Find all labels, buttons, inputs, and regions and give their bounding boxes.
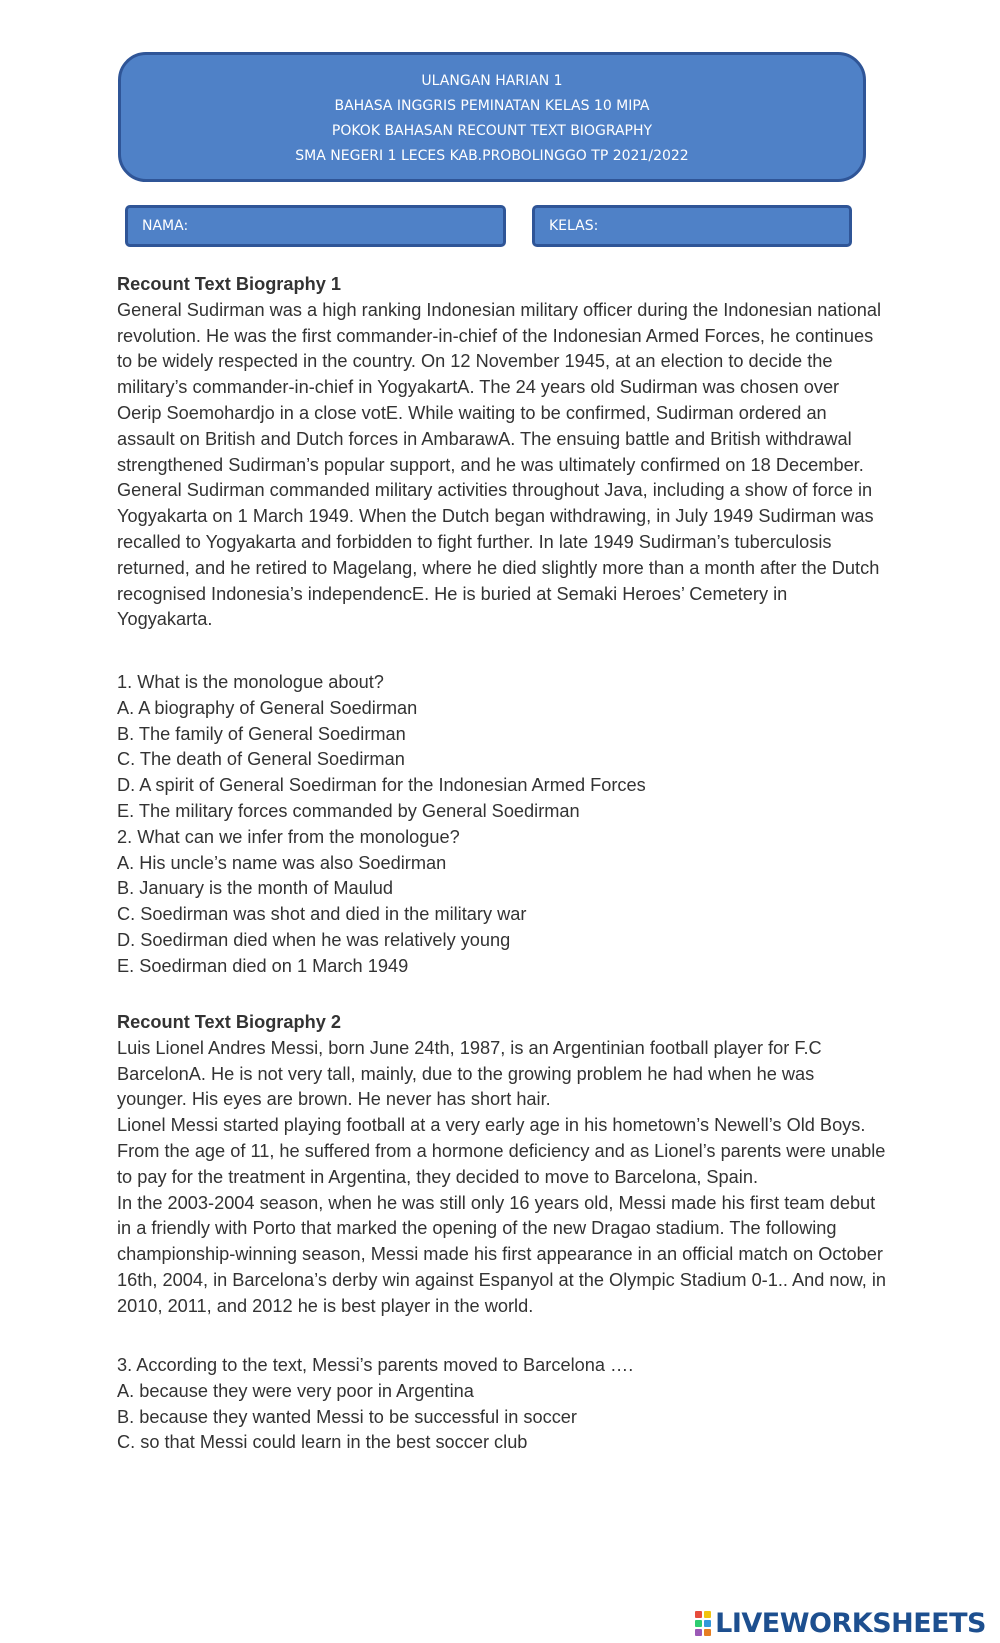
question-2: 2. What can we infer from the monologue? bbox=[117, 826, 460, 847]
header-line-2: BAHASA INGGRIS PEMINATAN KELAS 10 MIPA bbox=[334, 98, 650, 114]
question-1-option-e[interactable]: E. The military forces commanded by General Soedirman bbox=[117, 800, 580, 821]
logo-square-icon bbox=[695, 1620, 702, 1627]
section-2 bbox=[117, 1010, 887, 1320]
question-2-option-b[interactable]: B. January is the month of Maulud bbox=[117, 878, 393, 899]
section-2-paragraph-3: In the 2003-2004 season, when he was still only 16 years old, Messi made his first team debut in a friendly with Porto that marked the opening of the new Dragao stadium. The following championship-winning season, Messi made his first appearance in an official match on October 16th, 2004, in Barcelona’s derby win against Espanyol at the Olympic Stadium 0-1.. And now, in 2010, 2011, and 2012 he is best player in the world. bbox=[117, 1192, 887, 1316]
worksheet-header bbox=[118, 52, 866, 182]
logo-square-icon bbox=[695, 1611, 702, 1618]
liveworksheets-logo-icon bbox=[695, 1611, 711, 1636]
question-1-option-b[interactable]: B. The family of General Soedirman bbox=[117, 723, 406, 744]
kelas-label: KELAS: bbox=[549, 218, 599, 234]
header-line-1: ULANGAN HARIAN 1 bbox=[421, 73, 563, 89]
logo-square-icon bbox=[704, 1629, 711, 1636]
section-1 bbox=[117, 272, 887, 633]
section-1-title: Recount Text Biography 1 bbox=[117, 274, 342, 294]
section-1-questions bbox=[117, 670, 887, 980]
question-1-option-d[interactable]: D. A spirit of General Soedirman for the Indonesian Armed Forces bbox=[117, 775, 646, 796]
logo-square-icon bbox=[704, 1611, 711, 1618]
nama-label: NAMA: bbox=[142, 218, 189, 234]
logo-text: LIVEWORKSHEETS bbox=[715, 1607, 986, 1639]
header-line-4: SMA NEGERI 1 LECES KAB.PROBOLINGGO TP 2021/2022 bbox=[295, 148, 689, 164]
section-2-paragraph-2: Lionel Messi started playing football at a very early age in his hometown’s Newell’s Old Boys. From the age of 11, he suffered from a hormone deficiency and as Lionel’s parents were unable to pay for the treatment in Argentina, they decided to move to Barcelona, Spain. bbox=[117, 1115, 886, 1187]
question-3-option-b[interactable]: B. because they wanted Messi to be successful in soccer bbox=[117, 1406, 577, 1427]
question-2-option-d[interactable]: D. Soedirman died when he was relatively young bbox=[117, 929, 511, 950]
section-2-paragraph-1: Luis Lionel Andres Messi, born June 24th, 1987, is an Argentinian football player for F.C BarcelonA. He is not very tall, mainly, due to the growing problem he had when he was younger. His eyes are brown. He never has short hair. bbox=[117, 1037, 822, 1110]
question-1: 1. What is the monologue about? bbox=[117, 672, 384, 692]
question-2-option-e[interactable]: E. Soedirman died on 1 March 1949 bbox=[117, 955, 409, 976]
kelas-field[interactable] bbox=[532, 205, 852, 247]
logo-square-icon bbox=[695, 1629, 702, 1636]
question-3: 3. According to the text, Messi’s parents moved to Barcelona …. bbox=[117, 1355, 634, 1375]
question-1-option-c[interactable]: C. The death of General Soedirman bbox=[117, 749, 405, 770]
question-3-option-c[interactable]: C. so that Messi could learn in the best soccer club bbox=[117, 1432, 528, 1453]
header-line-3: POKOK BAHASAN RECOUNT TEXT BIOGRAPHY bbox=[331, 123, 653, 139]
liveworksheets-logo bbox=[695, 1609, 986, 1637]
logo-square-icon bbox=[704, 1620, 711, 1627]
section-2-title: Recount Text Biography 2 bbox=[117, 1012, 342, 1032]
question-2-option-a[interactable]: A. His uncle’s name was also Soedirman bbox=[117, 852, 447, 873]
question-3-option-a[interactable]: A. because they were very poor in Argentina bbox=[117, 1380, 474, 1401]
nama-field[interactable] bbox=[125, 205, 506, 247]
question-1-option-a[interactable]: A. A biography of General Soedirman bbox=[117, 697, 418, 718]
question-2-option-c[interactable]: C. Soedirman was shot and died in the military war bbox=[117, 904, 527, 925]
section-1-paragraph: General Sudirman was a high ranking Indonesian military officer during the Indonesian national revolution. He was the first commander-in-chief of the Indonesian Armed Forces, he continues to be widely respected in the country. On 12 November 1945, at an election to decide the military’s commander-in-chief in YogyakartA. The 24 years old Sudirman was chosen over Oerip Soemohardjo in a close votE. While waiting to be confirmed, Sudirman ordered an assault on British and Dutch forces in AmbarawA. The ensuing battle and British withdrawal strengthened Sudirman’s popular support, and he was ultimately confirmed on 18 December. General Sudirman commanded military activities throughout Java, including a show of force in Yogyakarta on 1 March 1949. When the Dutch began withdrawing, in July 1949 Sudirman was recalled to Yogyakarta and forbidden to fight further. In late 1949 Sudirman’s tuberculosis returned, and he retired to Magelang, where he died slightly more than a month after the Dutch recognised Indonesia’s independencE. He is buried at Semaki Heroes’ Cemetery in Yogyakarta. bbox=[117, 299, 881, 630]
section-2-questions bbox=[117, 1353, 887, 1456]
